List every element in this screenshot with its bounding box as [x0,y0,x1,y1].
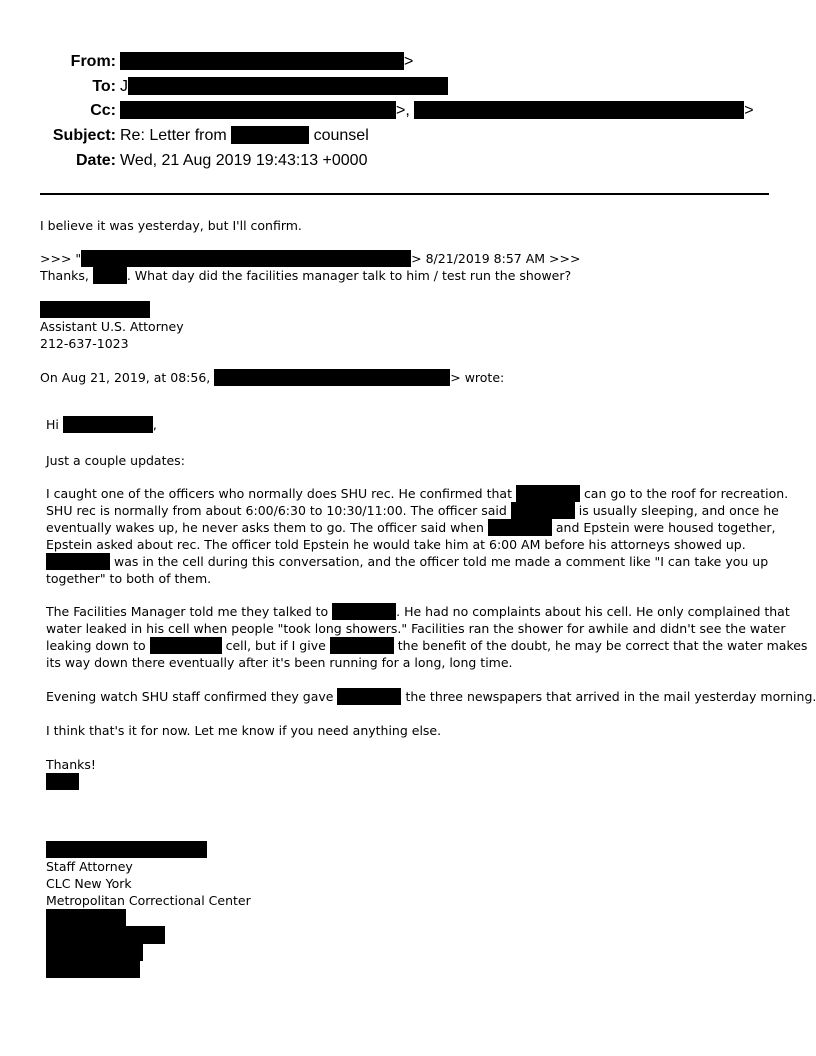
redaction-block [120,52,404,70]
redaction-block [46,841,207,858]
paragraph-line: its way down there eventually after it's been running for a long, long time. [46,655,513,670]
from-value: > [120,52,413,72]
redaction-block [81,250,411,267]
quoted-question: Thanks, . What day did the facilities manager talk to him / test run the shower? [40,268,572,283]
signature-place: Metropolitan Correctional Center [46,893,251,908]
subject-value: Re: Letter from counsel [120,127,369,144]
redaction-block [150,637,222,654]
signature-org: CLC New York [46,876,132,891]
redaction-block [40,301,150,318]
redaction-block [511,502,575,519]
redaction-block [46,553,110,570]
subject-label: Subject: [52,127,116,144]
redaction-block [46,943,143,961]
cc-value: >, > [120,101,754,121]
paragraph-line: I think that's it for now. Let me know if you need anything else. [46,723,442,738]
redaction-block [46,960,140,978]
redaction-block [414,101,744,119]
signature-phone: 212-637-1023 [40,336,129,351]
wrote-line: On Aug 21, 2019, at 08:56, > wrote: [40,370,505,385]
header-divider [40,193,769,195]
redaction-block [332,603,396,620]
redaction-block [330,637,394,654]
redaction-block [93,267,127,284]
paragraph-line: leaking down to cell, but if I give the benefit of the doubt, he may be correct that the water makes [46,638,808,653]
redaction-block [128,77,448,95]
redaction-block [337,688,401,705]
closing: Thanks! [46,757,96,772]
signature-title: Assistant U.S. Attorney [40,319,184,334]
paragraph-line: The Facilities Manager told me they talked to . He had no complaints about his cell. He only complained that [46,604,790,619]
signature-title: Staff Attorney [46,859,133,874]
paragraph-line: was in the cell during this conversation, and the officer told me made a comment like "I can take you up [46,553,768,570]
reply-line: I believe it was yesterday, but I'll confirm. [40,218,302,233]
greeting: Hi , [46,417,157,432]
redaction-block [46,926,165,944]
redaction-block [516,485,580,502]
paragraph-line: SHU rec is normally from about 6:00/6:30 to 10:30/11:00. The officer said is usually sleeping, and once he [46,503,779,518]
date-value: Wed, 21 Aug 2019 19:43:13 +0000 [120,152,368,169]
paragraph-line: water leaked in his cell when people "took long showers." Facilities ran the shower for awhile and didn't see the water [46,621,786,636]
redaction-block [46,909,126,927]
paragraph-line: together" to both of them. [46,571,212,586]
paragraph-line: Epstein asked about rec. The officer told Epstein he would take him at 6:00 AM before his attorneys showed up. [46,537,746,552]
updates-intro: Just a couple updates: [46,453,185,468]
cc-label: Cc: [90,102,116,119]
redaction-block [63,416,153,433]
quote-header: >>> " > 8/21/2019 8:57 AM >>> [40,251,581,266]
redaction-block [231,126,309,144]
to-label: To: [92,78,116,95]
paragraph-line: I caught one of the officers who normally does SHU rec. He confirmed that can go to the roof for recreation. [46,486,789,501]
redaction-block [46,773,79,790]
redaction-block [488,519,552,536]
redaction-block [214,369,450,386]
paragraph-line: eventually wakes up, he never asks them to go. The officer said when and Epstein were housed together, [46,520,776,535]
redaction-block [120,101,396,119]
to-value: J [120,77,448,97]
from-label: From: [70,53,116,70]
paragraph-line: Evening watch SHU staff confirmed they gave the three newspapers that arrived in the mail yesterday morning. [46,689,816,704]
date-label: Date: [75,152,116,169]
